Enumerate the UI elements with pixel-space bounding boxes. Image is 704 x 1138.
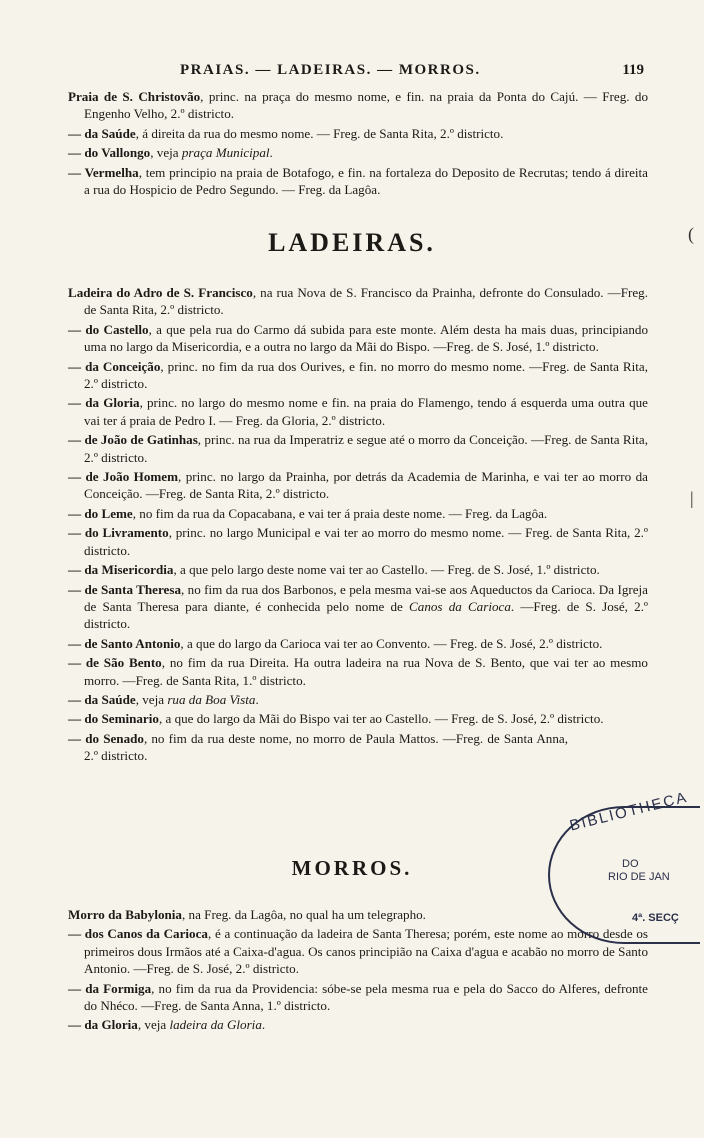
margin-mark-icon: |	[690, 488, 694, 508]
ladeiras-section	[68, 284, 648, 767]
page-number: 119	[622, 62, 644, 78]
margin-bracket-icon: (	[688, 224, 694, 244]
entry: — do Leme, no fim da rua da Copacabana, e vai ter á praia deste nome. — Freg. da Lagôa.	[68, 505, 548, 521]
entry: — da Conceição, princ. no fim da rua dos Ourives, e fin. no morro do mesmo nome. —Freg. de Santa Rita, 2.º districto.	[68, 358, 648, 392]
morros-section	[68, 906, 648, 1036]
entry: — de São Bento, no fim da rua Direita. Ha outra ladeira na rua Nova de S. Bento, que vai ter ao mesmo morro. —Freg. de Santa Rita, 1.º districto.	[68, 655, 648, 688]
entry: — da Formiga, no fim da rua da Providencia: sóbe-se pela mesma rua e pela do Sacco do Alferes, defronte do Nhéco. —Freg. de Santa Anna, 1.º districto.	[68, 980, 648, 1014]
entry: — da Misericordia, a que pelo largo deste nome vai ter ao Castello. — Freg. de S. José, 1.º districto.	[68, 562, 600, 578]
entry: — do Seminario, a que do largo da Mãi do Bispo vai ter ao Castello. — Freg. de S. José, 2.º districto.	[68, 711, 604, 727]
morros-heading: MORROS.	[291, 856, 413, 880]
entry: — de Santa Theresa, no fim da rua dos Barbonos, e pela mesma vai-se aos Aqueductos da Carioca. Da Igreja de Santa Theresa para diante, é conhecida pelo nome de Canos da Carioca. —Freg. de S. José, 2.º districto.	[68, 581, 648, 632]
entry: — da Saúde, veja rua da Boa Vista.	[68, 691, 259, 707]
entry: — Vermelha, tem principio na praia de Botafogo, e fin. na fortaleza do Deposito de Recrutas; tendo á direita a rua do Hospicio de Pedro Segundo. — Freg. da Lagôa.	[68, 164, 648, 198]
entry: — de João Homem, princ. no largo da Prainha, por detrás da Academia de Marinha, e vai ter ao morro da Conceição. —Freg. de Santa Rita, 2.º districto.	[68, 469, 648, 502]
entry: — da Saúde, á direita da rua do mesmo nome. — Freg. de Santa Rita, 2.º districto.	[68, 125, 504, 141]
entry: — do Castello, a que pela rua do Carmo dá subida para este monte. Além desta ha mais duas, principiando uma no largo da Misericordia, e a outra no largo da Mãi do Bispo. —Freg. de S. José, 1.º districto.	[68, 321, 648, 355]
entry: — dos Canos da Carioca, é a continuação da ladeira de Santa Theresa; porém, este nome ao morro desde os primeiros dous Irmãos até a Caixa-d'agua. Os canos principião na Caixa d'agua e acabão no morro de Santo Antonio. —Freg. de S. José, 2.º districto.	[68, 926, 648, 977]
running-head	[180, 62, 650, 79]
entry: — da Gloria, veja ladeira da Gloria.	[68, 1017, 266, 1033]
entry: Morro da Babylonia, na Freg. da Lagôa, no qual ha um telegrapho.	[68, 907, 426, 922]
running-head-title: PRAIAS. — LADEIRAS. — MORROS.	[180, 62, 481, 78]
stamp-line: 4ª. SECÇ	[632, 912, 679, 924]
stamp-ring-text: BIBLIOTHECA	[568, 788, 690, 835]
entry: Ladeira do Adro de S. Francisco, na rua Nova de S. Francisco da Prainha, defronte do Consulado. —Freg. de Santa Rita, 2.º districto.	[68, 285, 648, 318]
library-stamp	[548, 788, 700, 944]
entry: — do Senado, no fim da rua deste nome, no morro de Paula Mattos. —Freg. de Santa Anna, 2.º districto.	[68, 730, 568, 764]
entry: — da Gloria, princ. no largo do mesmo nome e fin. na praia do Flamengo, tendo á esquerda uma outra que vai ter á praia de Pedro I. — Freg. da Gloria, 2.º districto.	[68, 395, 648, 428]
stamp-line: DO	[622, 858, 639, 870]
entry: — de João de Gatinhas, princ. na rua da Imperatriz e segue até o morro da Conceição. —Freg. de Santa Rita, 2.º districto.	[68, 432, 648, 465]
entry: — de Santo Antonio, a que do largo da Carioca vai ter ao Convento. — Freg. de S. José, 2.º districto.	[68, 635, 603, 651]
entry: — do Vallongo, veja praça Municipal.	[68, 145, 273, 161]
entry: Praia de S. Christovão, princ. na praça do mesmo nome, e fin. na praia da Ponta do Cajú. — Freg. do Engenho Velho, 2.º districto.	[68, 89, 648, 122]
ladeiras-heading: LADEIRAS.	[268, 228, 436, 257]
stamp-line: RIO DE JAN	[608, 871, 670, 883]
praias-section	[68, 88, 648, 200]
entry: — do Livramento, princ. no largo Municipal e vai ter ao morro do mesmo nome. — Freg. de Santa Rita, 2.º districto.	[68, 525, 648, 558]
